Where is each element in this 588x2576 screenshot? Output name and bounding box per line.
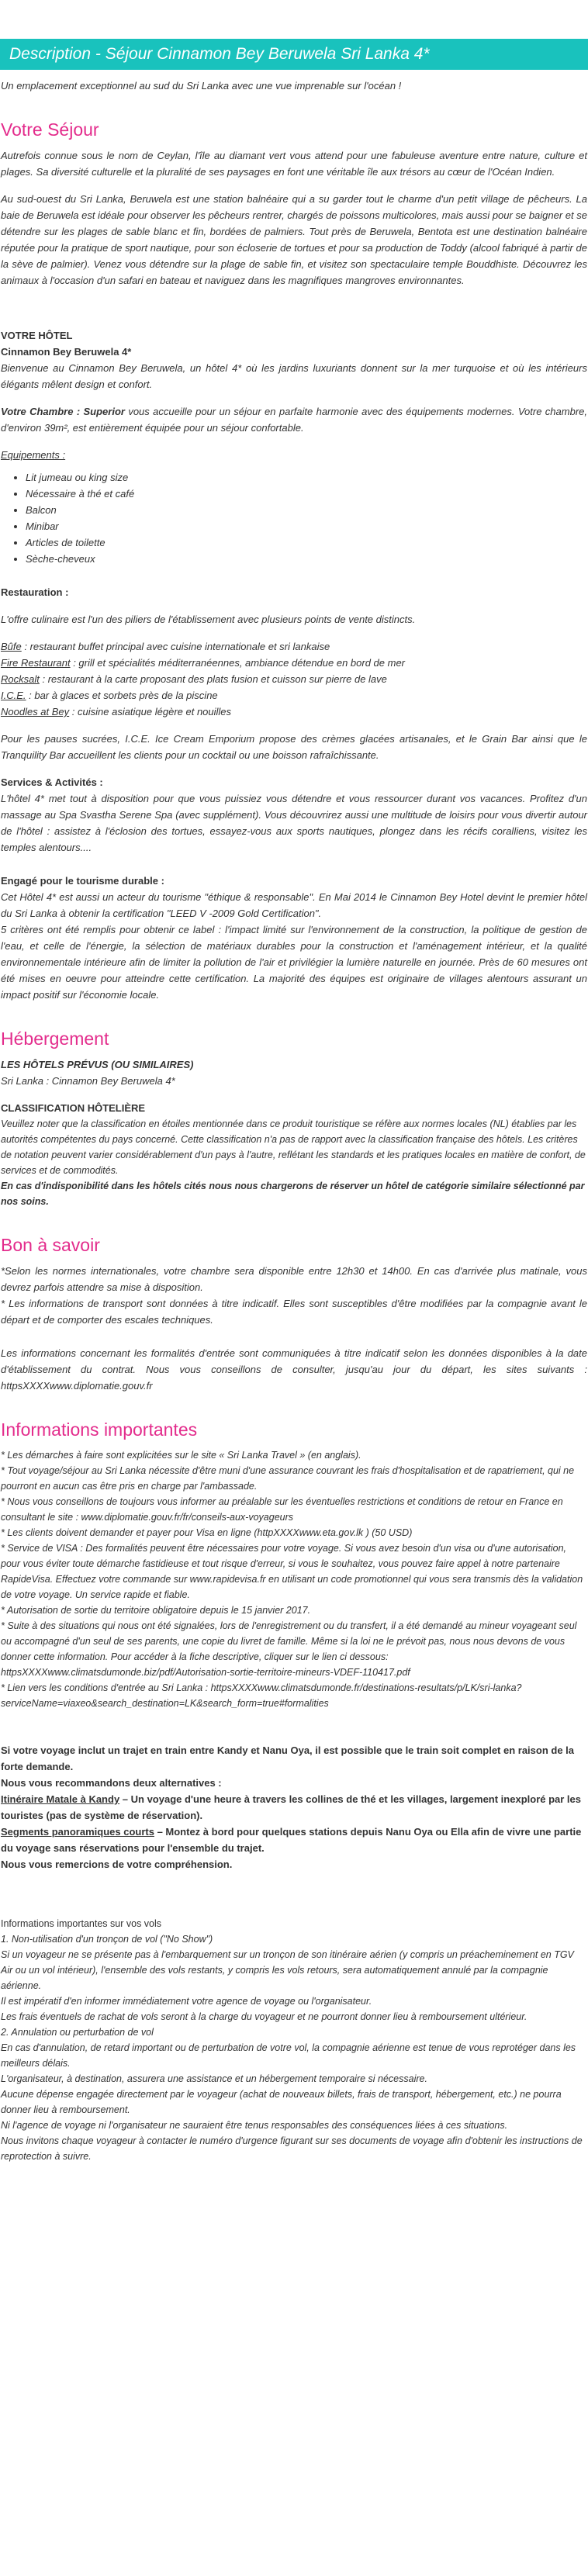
resto-desc: : bar à glaces et sorbets près de la piscine [26, 690, 218, 701]
list-item: Les frais éventuels de rachat de vols seront à la charge du voyageur et ne pourront donner lieu à remboursement ultérieur. [1, 2011, 527, 2022]
hotels-prevus-label: LES HÔTELS PRÉVUS (OU SIMILAIRES) [1, 1059, 194, 1070]
classification-text: Veuillez noter que la classification en étoiles mentionnée dans ce produit touristique se réfère aux normes locales (NL) établies par les autorités compétentes du pays concerné. Cette classification n'a pas de rapport avec la classification française des hôtels. Les critères de notation peuvent varier considérablement d'un pays à l'autre, reflétant les standards et les pratiques locales en matière de confort, de services et de commodités. [1, 1119, 586, 1176]
engage-text: Cet Hôtel 4* est aussi un acteur du tourisme "éthique & responsable". En Mai 2014 le Cinnamon Bey Hotel devint le premier hôtel du Sri Lanka à obtenir la certification "LEED V -2009 Gold Certification". [1, 891, 587, 919]
section-heading-hebergement: Hébergement [1, 1029, 109, 1049]
content [0, 78, 588, 2164]
resto-desc: : grill et spécialités méditerranéennes, ambiance détendue en bord de mer [70, 657, 406, 669]
alternative-2-label: Segments panoramiques courts [1, 1826, 154, 1838]
train-warning: Si votre voyage inclut un trajet en train entre Kandy et Nanu Oya, il est possible que le train soit complet en raison de la forte demande. [1, 1744, 575, 1772]
list-item: * Tout voyage/séjour au Sri Lanka nécessite d'être muni d'une assurance couvrant les frais d'hospitalisation et de rapatriement, qui ne pourront en aucun cas être pris en charge par l'ambassade. [1, 1465, 575, 1492]
list-item: • Minibar [26, 518, 587, 534]
resto-item [1, 687, 587, 704]
hotel-name: Cinnamon Bey Beruwela 4* [1, 346, 132, 358]
restauration-intro: L'offre culinaire est l'un des piliers de l'établissement avec plusieurs points de vente distincts. [1, 614, 416, 625]
alternative-1-text: – Un voyage d'une heure à travers les collines de thé et les villages, largement inexploré par les touristes (pas de système de réservation). [1, 1793, 582, 1821]
savoir-paragraph-2: * Les informations de transport sont données à titre indicatif. Elles sont susceptibles d'être modifiées par la compagnie avant le départ et de comporter des escales techniques. [1, 1298, 587, 1326]
list-item: • Balcon [26, 502, 587, 518]
desserts-text: Pour les pauses sucrées, I.C.E. Ice Cream Emporium propose des crèmes glacées artisanales, et le Grain Bar ainsi que le Tranquility Bar accueillent les clients pour un cocktail ou une boisson rafraîchissante. [1, 733, 587, 761]
alternative-2-text: – Montez à bord pour quelques stations depuis Nanu Oya ou Ella afin de vivre une partie du voyage sans réservations pour l'ensemble du trajet. [1, 1826, 582, 1854]
savoir-paragraph-1: *Selon les normes internationales, votre chambre sera disponible entre 12h30 et 14h00. En cas d'arrivée plus matinale, vous devrez parfois attendre sa mise à disposition. [1, 1265, 587, 1293]
resto-name: Noodles at Bey [1, 706, 70, 717]
list-item: Nous invitons chaque voyageur à contacter le numéro d'urgence figurant sur ses documents de voyage afin d'obtenir les instructions de reprotection à suivre. [1, 2135, 583, 2162]
list-item: • Lit jumeau ou king size [26, 469, 587, 486]
resto-desc: : restaurant buffet principal avec cuisine internationale et sri lankaise [21, 641, 330, 652]
resto-item [1, 655, 587, 671]
page-title: Description - Séjour Cinnamon Bey Beruwela Sri Lanka 4* [0, 39, 588, 70]
resto-item [1, 671, 587, 687]
hotel-heading: VOTRE HÔTEL [1, 330, 73, 341]
section-heading-infos: Informations importantes [1, 1419, 198, 1440]
resto-item [1, 638, 587, 655]
list-item: * Les démarches à faire sont explicitées sur le site « Sri Lanka Travel » (en anglais). [1, 1450, 361, 1461]
list-item: * Suite à des situations qui nous ont été signalées, lors de l'enregistrement ou du transfert, il a été demandé au mineur voyageant seul ou accompagné d'un seul de ses parents, une copie du livret de famille. Même si la loi ne le prévoit pas, nous nous devons de vous donner cette information. Pour accéder à la fiche descriptive, cliquer sur le lien ci dessous: httpsXXXXwww.climatsdumonde.biz/pdf/Autorisation-sortie-territoire-mineurs-VDEF-110417.pdf [1, 1620, 577, 1678]
room-description [1, 403, 587, 436]
equipements-label: Equipements : [1, 449, 66, 461]
list-item: L'organisateur, à destination, assurera une assistance et un hébergement temporaire si nécessaire. [1, 2073, 427, 2084]
classification-label: CLASSIFICATION HÔTELIÈRE [1, 1102, 146, 1114]
infos-list [1, 1447, 587, 1711]
section-heading-bon-a-savoir: Bon à savoir [1, 1235, 100, 1255]
list-item: Il est impératif d'en informer immédiatement votre agence de voyage ou l'organisateur. [1, 1996, 372, 2007]
hotels-prevus-text: Sri Lanka : Cinnamon Bey Beruwela 4* [1, 1075, 175, 1087]
room-text: vous accueille pour un séjour en parfaite harmonie avec des équipements modernes. Votre chambre, d'environ 39m², est entièrement équipée pour un séjour confortable. [1, 406, 588, 434]
section-heading-sejour: Votre Séjour [1, 119, 99, 140]
thanks-text: Nous vous remercions de votre compréhension. [1, 1859, 233, 1870]
intro-text: Un emplacement exceptionnel au sud du Sri Lanka avec une vue imprenable sur l'océan ! [1, 80, 402, 92]
list-item: * Service de VISA : Des formalités peuvent être nécessaires pour votre voyage. Si vous avez besoin d'un visa ou d'une autorisation, pour vous éviter toute démarche fastidieuse et tout risque d'erreur, si vous le souhaitez, vous pouvez faire appel à notre partenaire RapideVisa. Effectuez votre commande sur www.rapidevisa.fr en utilisant un code promotionnel qui vous sera transmis dès la validation de votre voyage. Un service rapide et fiable. [1, 1543, 583, 1600]
services-label: Services & Activités : [1, 776, 103, 788]
resto-desc: : restaurant à la carte proposant des plats fusion et cuisson sur pierre de lave [39, 673, 387, 685]
list-item: • Articles de toilette [26, 534, 587, 551]
engage-label: Engagé pour le tourisme durable : [1, 875, 164, 887]
restauration-label: Restauration : [1, 586, 69, 598]
train-recommendation: Nous vous recommandons deux alternatives : [1, 1777, 222, 1789]
list-item: * Nous vous conseillons de toujours vous informer au préalable sur les éventuelles restrictions et conditions de retour en France en consultant le site : www.diplomatie.gouv.fr/fr/conseils-aux-voyageurs [1, 1496, 563, 1523]
resto-name: Fire Restaurant [1, 657, 71, 669]
savoir-paragraph-3: Les informations concernant les formalités d'entrée sont communiquées à titre indicatif selon les données disponibles à la date d'établissement du contrat. Nous vous conseillons de consulter, jusqu'au jour du départ, les sites suivants : httpsXXXXwww.diplomatie.gouv.fr [1, 1347, 587, 1392]
alternative-2 [1, 1824, 587, 1856]
list-item: En cas d'annulation, de retard important ou de perturbation de votre vol, la compagnie aérienne est tenue de vous reprotéger dans les meilleurs délais. [1, 2042, 576, 2069]
list-item: * Les clients doivent demander et payer pour Visa en ligne (httpXXXXwww.eta.gov.lk ) (50 USD) [1, 1527, 413, 1538]
list-item: * Autorisation de sortie du territoire obligatoire depuis le 15 janvier 2017. [1, 1605, 311, 1616]
page [0, 39, 588, 2164]
resto-desc: : cuisine asiatique légère et nouilles [69, 706, 232, 717]
hotel-welcome: Bienvenue au Cinnamon Bey Beruwela, un hôtel 4* où les jardins luxuriants donnent sur la mer turquoise et où les intérieurs élégants mêlent design et confort. [1, 362, 587, 390]
resto-name: Bûfe [1, 641, 22, 652]
list-item: * Lien vers les conditions d'entrée au Sri Lanka : httpsXXXXwww.climatsdumonde.fr/destinations-resultats/p/LK/sri-lanka?serviceName=viaxeo&search_destination=LK&search_form=true#formalities [1, 1682, 522, 1709]
list-item: 1. Non-utilisation d'un tronçon de vol ("No Show") [1, 1934, 213, 1945]
room-label: Votre Chambre : Superior [1, 406, 125, 417]
resto-name: I.C.E. [1, 690, 26, 701]
list-item: • Sèche-cheveux [26, 551, 587, 567]
vols-label: Informations importantes sur vos vols [1, 1918, 162, 1929]
alternative-1 [1, 1791, 587, 1824]
list-item: Si un voyageur ne se présente pas à l'embarquement sur un tronçon de son itinéraire aérien (y compris un préacheminement en TGV Air ou un vol intérieur), l'ensemble des vols restants, y compris les vols retours, sera automatiquement annulé par la compagnie aérienne. [1, 1949, 574, 1991]
list-item: Aucune dépense engagée directement par le voyageur (achat de nouveaux billets, frais de transport, hébergement, etc.) ne pourra donner lieu à remboursement. [1, 2089, 562, 2115]
sejour-paragraph-1: Autrefois connue sous le nom de Ceylan, l'île au diamant vert vous attend pour une fabuleuse aventure entre nature, culture et plages. Sa diversité culturelle et la pluralité de ses paysages en font une véritable île aux trésors au cœur de l'Océan Indien. [1, 150, 587, 178]
services-text: L'hôtel 4* met tout à disposition pour que vous puissiez vous détendre et vous ressourcer durant vos vacances. Profitez d'un massage au Spa Svastha Serene Spa (avec supplément). Vous découvrirez aussi une multitude de loisirs pour vous divertir autour de l'hôtel : assistez à l'éclosion des tortues, essayez-vous aux sports nautiques, plongez dans les récifs coralliens, visitez les temples alentours.... [1, 793, 587, 853]
list-item: Ni l'agence de voyage ni l'organisateur ne sauraient être tenus responsables des conséquences liées à ces situations. [1, 2120, 508, 2131]
list-item: 2. Annulation ou perturbation de vol [1, 2027, 154, 2038]
list-item: • Nécessaire à thé et café [26, 486, 587, 502]
alternative-1-label: Itinéraire Matale à Kandy [1, 1793, 120, 1805]
vols-info [1, 1916, 587, 2164]
classification-bold-text: En cas d'indisponibilité dans les hôtels cités nous nous chargerons de réserver un hôtel de catégorie similaire sélectionné par nos soins. [1, 1181, 585, 1207]
engage-text-2: 5 critères ont été remplis pour obtenir ce label : l'impact limité sur l'environnement de la construction, la politique de gestion de l'eau, et celle de l'énergie, la sélection de matériaux durables pour la construction et l'aménagement intérieur, et la qualité environnementale intérieure afin de limiter la pollution de l'air et privilégier la lumière naturelle en journée. Près de 60 mesures ont été mises en oeuvre pour atteindre cette certification. La majorité des équipes est originaire de villages alentours assurant un impact positif sur l'économie locale. [1, 924, 587, 1001]
resto-item [1, 704, 587, 720]
sejour-paragraph-2: Au sud-ouest du Sri Lanka, Beruwela est une station balnéaire qui a su garder tout le charme d'un petit village de pêcheurs. La baie de Beruwela est idéale pour observer les pêcheurs rentrer, chargés de poissons multicolores, mais aussi pour se baigner et se détendre sur les plages de sable blanc et fin, bordées de palmiers. Tout près de Beruwela, Bentota est une destination balnéaire réputée pour la pratique de sport nautique, pour son écloserie de tortues et pour sa production de Toddy (alcool fabriqué à partir de la sève de palmier). Venez vous détendre sur la plage de sable fin, et visitez son spectaculaire temple Bouddhiste. Découvrez les animaux à l'occasion d'un safari en bateau et naviguez dans les magnifiques mangroves environnantes. [1, 193, 587, 286]
resto-name: Rocksalt [1, 673, 40, 685]
equipements-list [1, 469, 587, 567]
